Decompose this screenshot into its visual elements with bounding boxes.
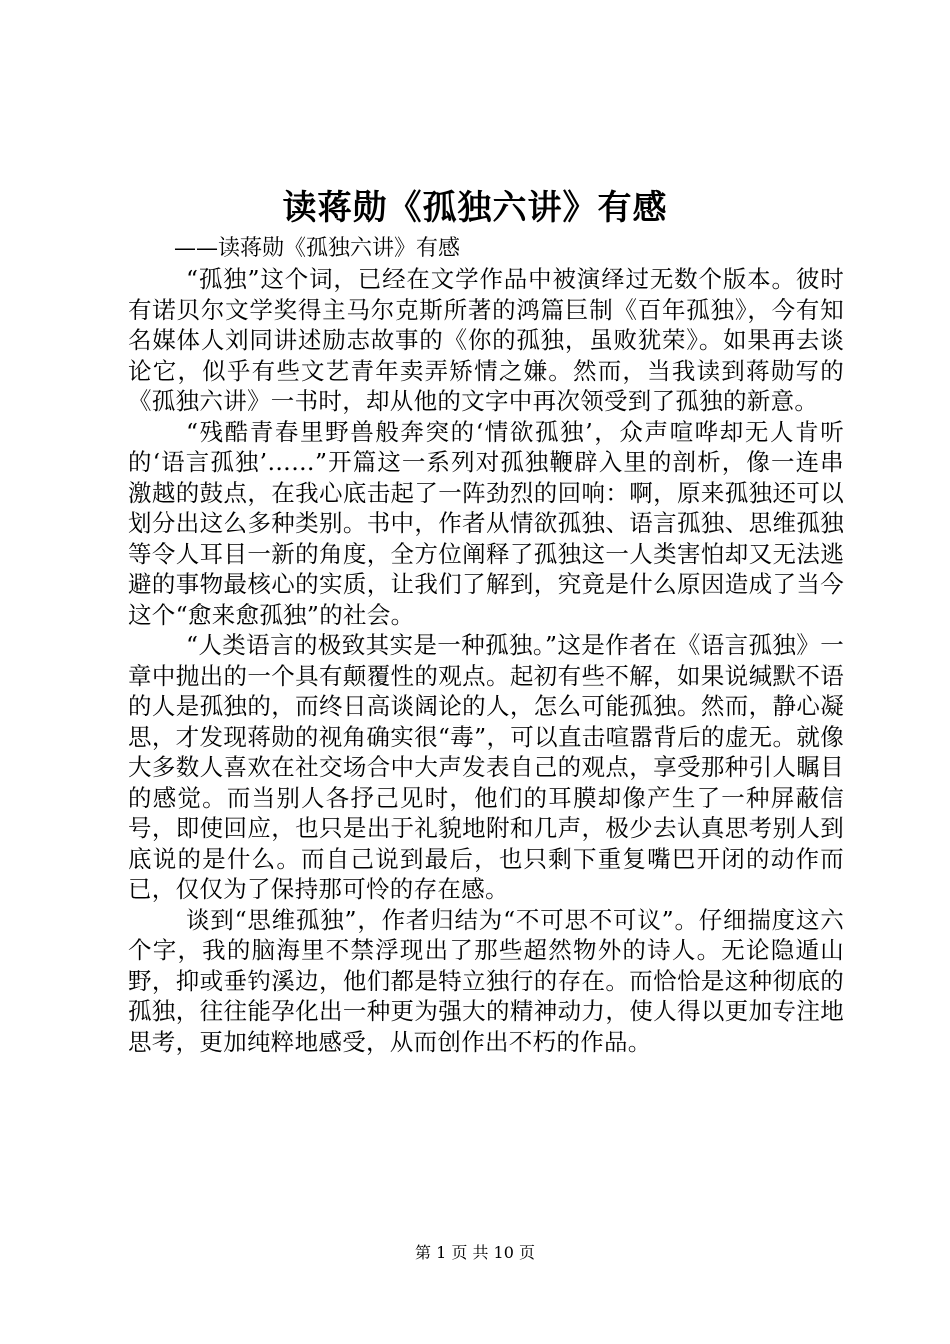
paragraph-4: 谈到“思维孤独”，作者归结为“不可思不可议”。仔细揣度这六个字，我的脑海里不禁浮现出了那些超然物外的诗人。无论隐遁山野，抑或垂钓溪边，他们都是特立独行的存在。而恰恰是这种彻底的孤独，往往能孕化出一种更为强大的精神动力，使人得以更加专注地思考，更加纯粹地感受，从而创作出不朽的作品。 [128,905,844,1056]
paragraph-1: “孤独”这个词，已经在文学作品中被演绎过无数个版本。彼时有诺贝尔文学奖得主马尔克斯所著的鸿篇巨制《百年孤独》，今有知名媒体人刘同讲述励志故事的《你的孤独，虽败犹荣》。如果再去谈论它，似乎有些文艺青年卖弄矫情之嫌。然而，当我读到蒋勋写的《孤独六讲》一书时，却从他的文字中再次领受到了孤独的新意。 [128,265,844,415]
document-body [128,234,844,1057]
document-subtitle: ——读蒋勋《孤独六讲》有感 [174,236,461,261]
paragraph-2: “残酷青春里野兽般奔突的‘情欲孤独’，众声喧哗却无人肯听的‘语言孤独’……”开篇这一系列对孤独鞭辟入里的剖析，像一连串激越的鼓点，在我心底击起了一阵劲烈的回响：啊，原来孤独还可以划分出这么多种类别。书中，作者从情欲孤独、语言孤独、思维孤独等令人耳目一新的角度，全方位阐释了孤独这一人类害怕却又无法逃避的事物最核心的实质，让我们了解到，究竟是什么原因造成了当今这个“愈来愈孤独”的社会。 [128,417,844,629]
document-title: 读蒋勋《孤独六讲》有感 [282,188,668,228]
paragraph-3: “人类语言的极致其实是一种孤独。”这是作者在《语言孤独》一章中抛出的一个具有颠覆性的观点。起初有些不解，如果说缄默不语的人是孤独的，而终日高谈阔论的人，怎么可能孤独。然而，静心凝思，才发现蒋勋的视角确实很“毒”，可以直击喧嚣背后的虚无。就像大多数人喜欢在社交场合中大声发表自己的观点，享受那种引人瞩目的感觉。而当别人各抒己见时，他们的耳膜却像产生了一种屏蔽信号，即使回应，也只是出于礼貌地附和几声，极少去认真思考别人到底说的是什么。而自己说到最后，也只剩下重复嘴巴开闭的动作而已，仅仅为了保持那可怜的存在感。 [128,631,844,903]
page-number-footer: 第 1 页 共 10 页 [415,1243,535,1262]
